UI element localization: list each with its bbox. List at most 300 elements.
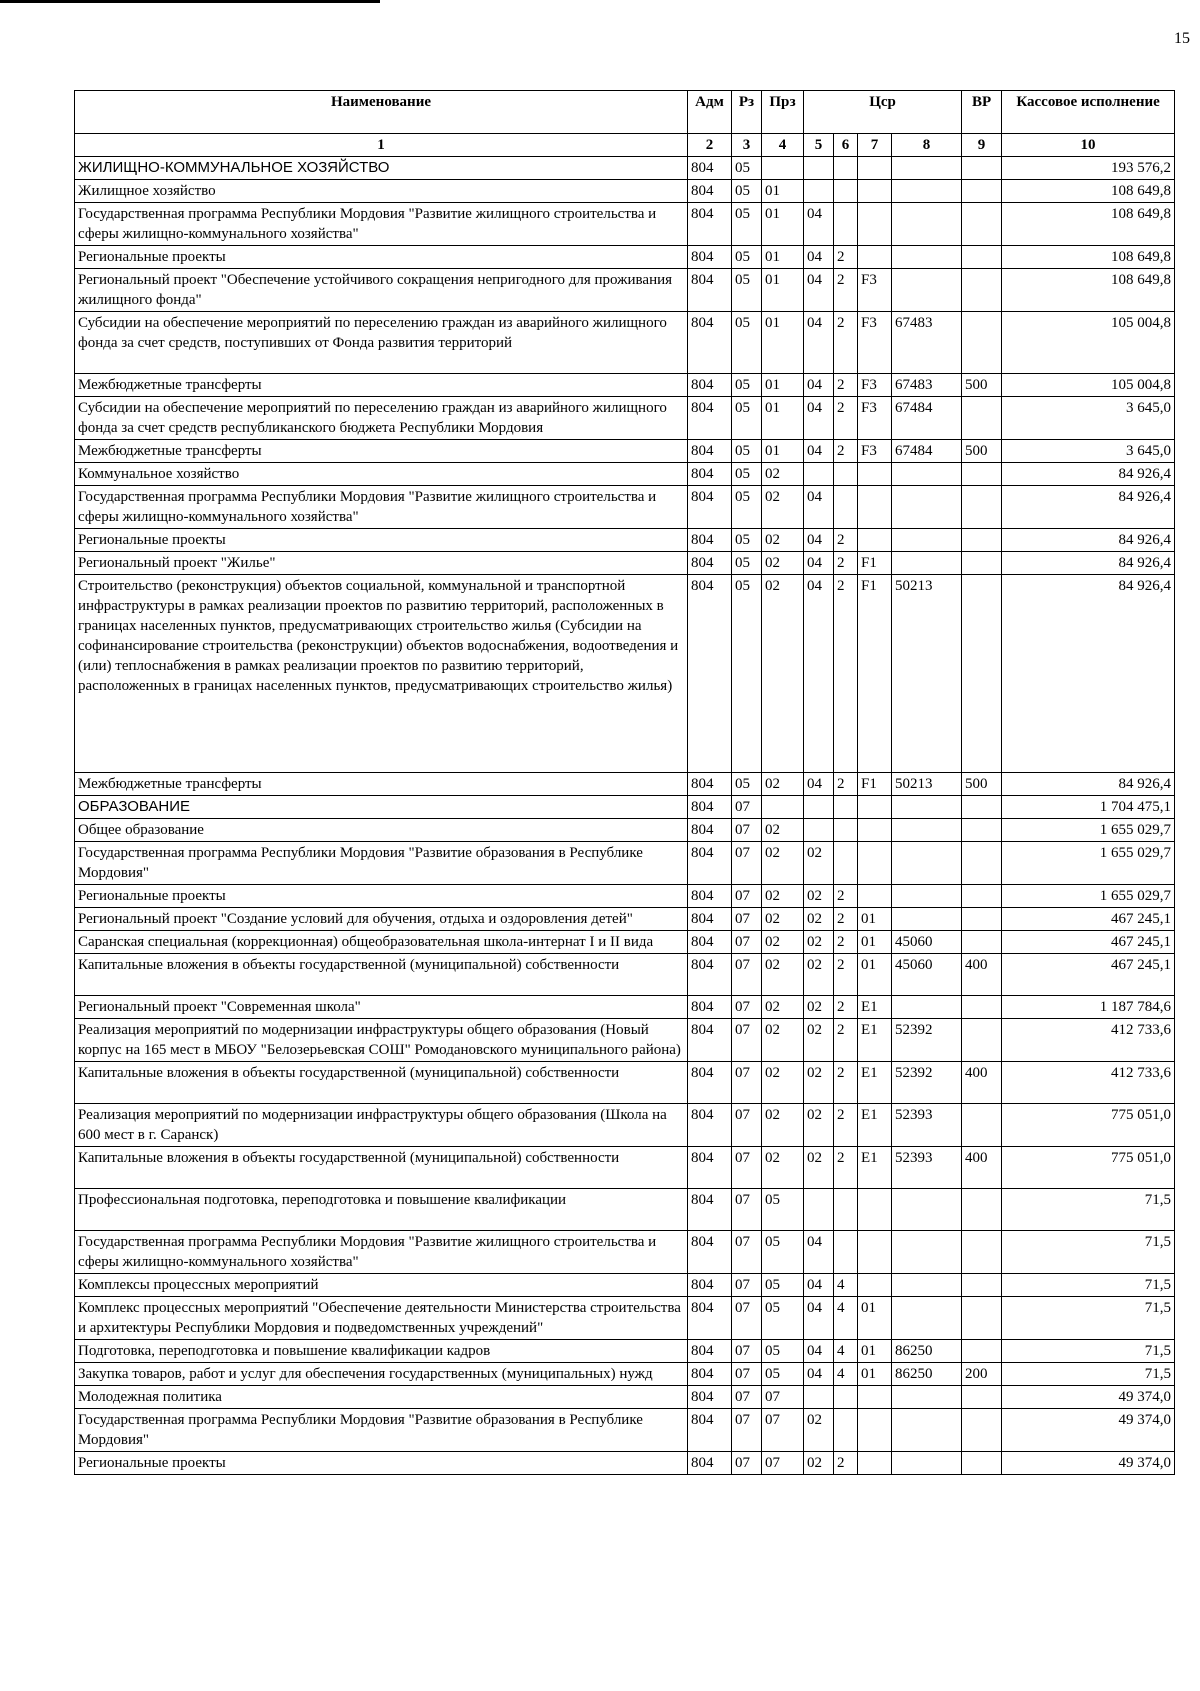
row-prz-cell: 02 [762,908,804,931]
row-csr-program-cell: 02 [804,1104,834,1147]
row-amount-cell: 71,5 [1002,1363,1175,1386]
column-number: 4 [762,134,804,157]
row-name-cell: Региональные проекты [75,1452,688,1475]
row-prz-cell: 02 [762,552,804,575]
row-adm-cell: 804 [688,463,732,486]
row-name-cell: Региональный проект "Создание условий для обучения, отдыха и оздоровления детей" [75,908,688,931]
column-number: 2 [688,134,732,157]
column-number: 8 [892,134,962,157]
row-amount-cell: 108 649,8 [1002,246,1175,269]
row-vr-cell: 500 [962,773,1002,796]
row-csr-type-cell: 2 [834,908,858,931]
row-csr-type-cell [834,1231,858,1274]
row-vr-cell [962,1104,1002,1147]
row-amount-cell: 84 926,4 [1002,773,1175,796]
row-csr-program-cell: 04 [804,374,834,397]
row-prz-cell: 02 [762,996,804,1019]
header-csr: Цср [804,91,962,134]
row-csr-direction-cell [892,1297,962,1340]
row-adm-cell: 804 [688,796,732,819]
row-amount-cell: 84 926,4 [1002,486,1175,529]
row-vr-cell [962,575,1002,773]
row-amount-cell: 84 926,4 [1002,463,1175,486]
row-csr-subprogram-cell [858,1274,892,1297]
column-numbers-row [75,134,1175,157]
row-adm-cell: 804 [688,885,732,908]
row-csr-program-cell: 04 [804,1231,834,1274]
table-row [75,1386,1175,1409]
table-row [75,1189,1175,1231]
row-prz-cell: 07 [762,1452,804,1475]
row-rz-cell: 05 [732,269,762,312]
row-csr-direction-cell: 45060 [892,931,962,954]
row-csr-program-cell: 04 [804,1297,834,1340]
top-edge-rule [0,0,380,3]
row-prz-cell: 02 [762,1019,804,1062]
row-csr-type-cell: 2 [834,575,858,773]
row-adm-cell: 804 [688,954,732,996]
row-rz-cell: 05 [732,575,762,773]
header-rz: Рз [732,91,762,134]
row-name-cell: Капитальные вложения в объекты государственной (муниципальной) собственности [75,1062,688,1104]
row-amount-cell: 775 051,0 [1002,1147,1175,1189]
row-prz-cell: 05 [762,1189,804,1231]
table-row [75,1340,1175,1363]
row-vr-cell [962,486,1002,529]
row-csr-type-cell [834,486,858,529]
row-csr-type-cell: 2 [834,996,858,1019]
column-number: 1 [75,134,688,157]
row-csr-direction-cell: 52393 [892,1147,962,1189]
row-name-cell: Региональные проекты [75,885,688,908]
row-csr-subprogram-cell: 01 [858,1297,892,1340]
row-prz-cell: 02 [762,773,804,796]
row-csr-subprogram-cell: 01 [858,1340,892,1363]
row-csr-type-cell: 2 [834,1062,858,1104]
row-vr-cell [962,397,1002,440]
row-name-cell: Общее образование [75,819,688,842]
row-csr-type-cell: 2 [834,374,858,397]
row-csr-type-cell: 4 [834,1274,858,1297]
row-csr-program-cell: 04 [804,1274,834,1297]
row-rz-cell: 05 [732,440,762,463]
row-adm-cell: 804 [688,246,732,269]
table-row [75,575,1175,773]
row-prz-cell: 05 [762,1363,804,1386]
row-amount-cell: 49 374,0 [1002,1409,1175,1452]
row-csr-subprogram-cell: 01 [858,931,892,954]
row-csr-type-cell [834,180,858,203]
row-amount-cell: 412 733,6 [1002,1062,1175,1104]
row-csr-type-cell: 2 [834,529,858,552]
row-name-cell: Комплекс процессных мероприятий "Обеспечение деятельности Министерства строительства и архитектуры Республики Мордовия и подведомственных учреждений" [75,1297,688,1340]
row-amount-cell: 1 655 029,7 [1002,885,1175,908]
row-name-cell: Региональные проекты [75,529,688,552]
row-amount-cell: 467 245,1 [1002,954,1175,996]
row-csr-program-cell: 04 [804,529,834,552]
row-csr-program-cell: 02 [804,1409,834,1452]
row-csr-program-cell: 02 [804,931,834,954]
row-csr-program-cell [804,796,834,819]
row-vr-cell [962,1274,1002,1297]
row-adm-cell: 804 [688,931,732,954]
row-csr-direction-cell: 52393 [892,1104,962,1147]
row-csr-direction-cell [892,157,962,180]
table-row [75,1274,1175,1297]
row-rz-cell: 05 [732,312,762,374]
row-csr-program-cell [804,819,834,842]
row-adm-cell: 804 [688,1386,732,1409]
row-csr-direction-cell: 86250 [892,1363,962,1386]
row-vr-cell [962,269,1002,312]
table-row [75,486,1175,529]
row-csr-subprogram-cell: 01 [858,1363,892,1386]
row-amount-cell: 71,5 [1002,1189,1175,1231]
row-adm-cell: 804 [688,819,732,842]
row-csr-type-cell: 2 [834,885,858,908]
row-csr-type-cell: 2 [834,1147,858,1189]
row-csr-subprogram-cell [858,529,892,552]
row-adm-cell: 804 [688,552,732,575]
row-csr-direction-cell [892,203,962,246]
row-adm-cell: 804 [688,1409,732,1452]
row-adm-cell: 804 [688,1452,732,1475]
row-csr-subprogram-cell: F3 [858,312,892,374]
row-csr-subprogram-cell: E1 [858,1019,892,1062]
row-name-cell: Реализация мероприятий по модернизации инфраструктуры общего образования (Школа на 600 мест в г. Саранск) [75,1104,688,1147]
row-rz-cell: 07 [732,842,762,885]
row-name-cell: Межбюджетные трансферты [75,440,688,463]
header-amount: Кассовое исполнение [1002,91,1175,134]
row-csr-subprogram-cell [858,819,892,842]
row-rz-cell: 05 [732,552,762,575]
row-csr-program-cell: 04 [804,575,834,773]
row-vr-cell [962,819,1002,842]
row-rz-cell: 07 [732,1189,762,1231]
row-rz-cell: 07 [732,1062,762,1104]
row-csr-program-cell [804,1386,834,1409]
row-csr-type-cell: 2 [834,1452,858,1475]
row-rz-cell: 05 [732,246,762,269]
row-rz-cell: 05 [732,529,762,552]
row-name-cell: Государственная программа Республики Мордовия "Развитие образования в Республике Мордовия" [75,842,688,885]
table-row [75,374,1175,397]
row-vr-cell [962,463,1002,486]
row-csr-direction-cell: 67484 [892,397,962,440]
row-csr-program-cell: 04 [804,312,834,374]
row-csr-subprogram-cell [858,796,892,819]
row-adm-cell: 804 [688,1019,732,1062]
row-rz-cell: 07 [732,996,762,1019]
row-prz-cell: 05 [762,1340,804,1363]
row-prz-cell: 02 [762,1147,804,1189]
row-csr-direction-cell [892,246,962,269]
table-row [75,1104,1175,1147]
row-adm-cell: 804 [688,157,732,180]
row-vr-cell [962,180,1002,203]
table-row [75,246,1175,269]
row-csr-direction-cell [892,269,962,312]
budget-execution-table [74,90,1175,1475]
row-rz-cell: 07 [732,931,762,954]
row-csr-type-cell [834,157,858,180]
row-rz-cell: 05 [732,157,762,180]
row-csr-direction-cell: 52392 [892,1062,962,1104]
row-name-cell: Реализация мероприятий по модернизации инфраструктуры общего образования (Новый корпус на 165 мест в МБОУ "Белозерьевская СОШ" Ромодановского муниципального района) [75,1019,688,1062]
row-csr-program-cell: 04 [804,1340,834,1363]
table-row [75,1363,1175,1386]
row-csr-direction-cell: 67483 [892,374,962,397]
row-csr-program-cell: 02 [804,1147,834,1189]
table-row [75,1297,1175,1340]
row-name-cell: Государственная программа Республики Мордовия "Развитие образования в Республике Мордовия" [75,1409,688,1452]
row-csr-subprogram-cell [858,1452,892,1475]
row-csr-type-cell: 4 [834,1297,858,1340]
row-adm-cell: 804 [688,842,732,885]
row-csr-subprogram-cell: E1 [858,1147,892,1189]
row-adm-cell: 804 [688,312,732,374]
row-csr-program-cell: 04 [804,773,834,796]
row-csr-program-cell: 04 [804,486,834,529]
row-vr-cell [962,996,1002,1019]
row-csr-program-cell: 02 [804,842,834,885]
row-csr-program-cell: 02 [804,954,834,996]
row-name-cell: Региональные проекты [75,246,688,269]
row-csr-program-cell: 02 [804,1452,834,1475]
row-rz-cell: 07 [732,1104,762,1147]
row-rz-cell: 07 [732,1340,762,1363]
row-adm-cell: 804 [688,1062,732,1104]
row-csr-direction-cell [892,1409,962,1452]
row-csr-type-cell: 2 [834,397,858,440]
row-name-cell: Субсидии на обеспечение мероприятий по переселению граждан из аварийного жилищного фонда за счет средств, поступивших от Фонда развития территорий [75,312,688,374]
row-prz-cell: 07 [762,1386,804,1409]
row-csr-subprogram-cell: 01 [858,908,892,931]
row-csr-subprogram-cell: E1 [858,996,892,1019]
row-vr-cell [962,1340,1002,1363]
row-name-cell: Капитальные вложения в объекты государственной (муниципальной) собственности [75,954,688,996]
table-row [75,1147,1175,1189]
row-csr-direction-cell [892,996,962,1019]
row-amount-cell: 1 655 029,7 [1002,842,1175,885]
row-amount-cell: 84 926,4 [1002,529,1175,552]
row-csr-direction-cell: 67483 [892,312,962,374]
header-vr: ВР [962,91,1002,134]
row-csr-direction-cell [892,1274,962,1297]
row-amount-cell: 108 649,8 [1002,203,1175,246]
row-csr-direction-cell [892,842,962,885]
table-row [75,996,1175,1019]
row-amount-cell: 108 649,8 [1002,180,1175,203]
row-csr-type-cell: 4 [834,1363,858,1386]
row-rz-cell: 07 [732,1147,762,1189]
row-amount-cell: 71,5 [1002,1340,1175,1363]
row-csr-direction-cell: 52392 [892,1019,962,1062]
table-row [75,552,1175,575]
row-rz-cell: 05 [732,397,762,440]
row-rz-cell: 07 [732,1297,762,1340]
row-csr-direction-cell: 50213 [892,773,962,796]
row-name-cell: Подготовка, переподготовка и повышение квалификации кадров [75,1340,688,1363]
row-amount-cell: 1 655 029,7 [1002,819,1175,842]
row-vr-cell [962,529,1002,552]
row-adm-cell: 804 [688,374,732,397]
row-amount-cell: 775 051,0 [1002,1104,1175,1147]
row-prz-cell: 05 [762,1297,804,1340]
table-row [75,796,1175,819]
row-prz-cell: 01 [762,397,804,440]
row-csr-direction-cell: 50213 [892,575,962,773]
row-vr-cell [962,157,1002,180]
row-amount-cell: 1 187 784,6 [1002,996,1175,1019]
row-csr-type-cell: 2 [834,1019,858,1062]
row-prz-cell: 01 [762,246,804,269]
column-number: 9 [962,134,1002,157]
row-csr-subprogram-cell: F1 [858,773,892,796]
row-name-cell: Субсидии на обеспечение мероприятий по переселению граждан из аварийного жилищного фонда за счет средств республиканского бюджета Республики Мордовия [75,397,688,440]
row-csr-subprogram-cell [858,885,892,908]
column-number: 7 [858,134,892,157]
table-row [75,397,1175,440]
table-row [75,842,1175,885]
row-csr-subprogram-cell [858,246,892,269]
row-name-cell: Межбюджетные трансферты [75,773,688,796]
row-rz-cell: 07 [732,1386,762,1409]
row-csr-subprogram-cell: F3 [858,397,892,440]
row-vr-cell [962,552,1002,575]
row-csr-type-cell [834,1386,858,1409]
header-adm: Адм [688,91,732,134]
row-prz-cell: 02 [762,486,804,529]
row-csr-direction-cell: 86250 [892,1340,962,1363]
row-rz-cell: 07 [732,1452,762,1475]
row-amount-cell: 49 374,0 [1002,1386,1175,1409]
row-adm-cell: 804 [688,180,732,203]
row-amount-cell: 193 576,2 [1002,157,1175,180]
row-prz-cell: 01 [762,180,804,203]
row-vr-cell [962,1189,1002,1231]
row-vr-cell [962,1409,1002,1452]
row-csr-direction-cell [892,1231,962,1274]
row-vr-cell [962,246,1002,269]
row-rz-cell: 07 [732,1409,762,1452]
row-csr-direction-cell [892,463,962,486]
row-amount-cell: 71,5 [1002,1274,1175,1297]
row-amount-cell: 71,5 [1002,1231,1175,1274]
row-csr-program-cell: 04 [804,1363,834,1386]
row-prz-cell: 02 [762,842,804,885]
table-row [75,1409,1175,1452]
row-csr-subprogram-cell: F3 [858,374,892,397]
row-csr-type-cell [834,1409,858,1452]
header-name: Наименование [75,91,688,134]
row-csr-program-cell: 04 [804,269,834,312]
table-row [75,954,1175,996]
row-prz-cell: 02 [762,931,804,954]
row-amount-cell: 1 704 475,1 [1002,796,1175,819]
row-csr-direction-cell [892,552,962,575]
row-csr-direction-cell [892,819,962,842]
row-csr-program-cell: 04 [804,397,834,440]
row-vr-cell [962,1231,1002,1274]
row-prz-cell: 02 [762,1104,804,1147]
row-csr-direction-cell [892,796,962,819]
row-adm-cell: 804 [688,529,732,552]
row-vr-cell: 400 [962,1062,1002,1104]
row-amount-cell: 412 733,6 [1002,1019,1175,1062]
row-prz-cell: 02 [762,885,804,908]
row-rz-cell: 07 [732,954,762,996]
row-rz-cell: 07 [732,908,762,931]
row-csr-program-cell: 02 [804,1062,834,1104]
budget-sheet [74,90,1174,1475]
row-prz-cell: 07 [762,1409,804,1452]
table-header-row [75,91,1175,134]
row-vr-cell [962,908,1002,931]
row-vr-cell: 400 [962,954,1002,996]
row-csr-program-cell: 02 [804,1019,834,1062]
row-name-cell: Межбюджетные трансферты [75,374,688,397]
row-csr-subprogram-cell [858,203,892,246]
table-row [75,529,1175,552]
row-name-cell: Коммунальное хозяйство [75,463,688,486]
row-name-cell: ОБРАЗОВАНИЕ [75,796,688,819]
row-csr-direction-cell [892,486,962,529]
column-number: 5 [804,134,834,157]
row-csr-program-cell: 04 [804,203,834,246]
row-csr-program-cell [804,180,834,203]
row-vr-cell [962,885,1002,908]
row-name-cell: Капитальные вложения в объекты государственной (муниципальной) собственности [75,1147,688,1189]
row-adm-cell: 804 [688,397,732,440]
table-row [75,773,1175,796]
row-name-cell: Профессиональная подготовка, переподготовка и повышение квалификации [75,1189,688,1231]
row-csr-type-cell [834,819,858,842]
table-row [75,908,1175,931]
row-prz-cell: 02 [762,954,804,996]
row-csr-subprogram-cell: 01 [858,954,892,996]
table-row [75,203,1175,246]
row-rz-cell: 05 [732,374,762,397]
row-csr-type-cell [834,463,858,486]
row-csr-program-cell [804,1189,834,1231]
row-prz-cell: 01 [762,269,804,312]
row-name-cell: Молодежная политика [75,1386,688,1409]
table-row [75,1062,1175,1104]
row-csr-subprogram-cell [858,486,892,529]
row-rz-cell: 05 [732,463,762,486]
table-row [75,885,1175,908]
row-vr-cell [962,312,1002,374]
row-amount-cell: 49 374,0 [1002,1452,1175,1475]
row-adm-cell: 804 [688,1297,732,1340]
row-amount-cell: 108 649,8 [1002,269,1175,312]
row-prz-cell: 01 [762,440,804,463]
column-number: 10 [1002,134,1175,157]
row-csr-subprogram-cell [858,1189,892,1231]
row-csr-type-cell [834,796,858,819]
row-adm-cell: 804 [688,486,732,529]
row-prz-cell: 02 [762,529,804,552]
row-csr-program-cell: 02 [804,996,834,1019]
row-csr-subprogram-cell: E1 [858,1062,892,1104]
row-prz-cell: 01 [762,203,804,246]
row-csr-type-cell: 2 [834,269,858,312]
row-csr-subprogram-cell [858,463,892,486]
row-csr-subprogram-cell [858,1386,892,1409]
row-name-cell: Региональный проект "Современная школа" [75,996,688,1019]
row-prz-cell [762,157,804,180]
